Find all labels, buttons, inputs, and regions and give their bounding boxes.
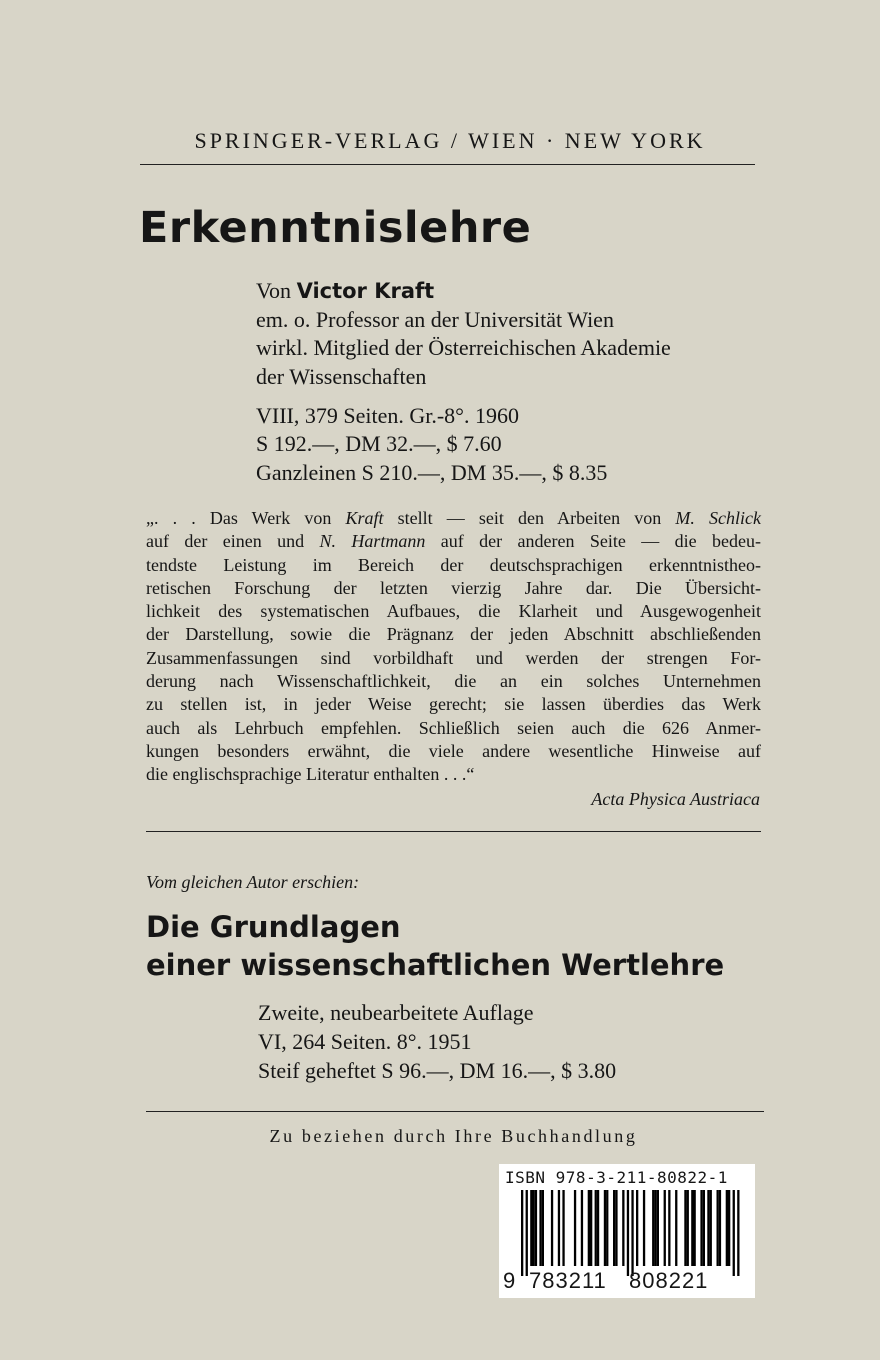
barcode-bar	[533, 1190, 535, 1266]
barcode-bar	[643, 1190, 645, 1266]
barcode-bar	[687, 1190, 689, 1266]
author-prefix: Von	[256, 278, 292, 303]
barcode-bar	[551, 1190, 553, 1266]
barcode-bar	[539, 1190, 541, 1266]
barcode-bar	[627, 1190, 629, 1276]
review-text: retischen Forschung der letzten vierzig Jahre dar. Die Übersicht-	[146, 577, 761, 598]
barcode-bar	[652, 1190, 654, 1266]
barcode-bar	[684, 1190, 686, 1266]
review-text: auf der einen und	[146, 531, 320, 552]
isbn-label: ISBN 978-3-211-80822-1	[505, 1168, 728, 1187]
middle-rule	[146, 831, 761, 832]
barcode-bar	[542, 1190, 544, 1266]
review-text: lichkeit des systematischen Aufbaues, die Klarheit und Ausgewogenheit	[146, 601, 761, 622]
barcode-bar	[654, 1190, 656, 1266]
review-text: kungen besonders erwähnt, die viele andere wesentliche Hinweise auf	[146, 740, 761, 761]
review-text: auch als Lehrbuch empfehlen. Schließlich seien auch die 626 Anmer-	[146, 717, 761, 738]
book1-format: VIII, 379 Seiten. Gr.-8°. 1960	[256, 403, 519, 428]
review-line	[146, 530, 761, 553]
barcode-bar	[615, 1190, 617, 1266]
book-title-erkenntnislehre: Erkenntnislehre	[139, 203, 532, 253]
header-rule	[140, 164, 755, 165]
ean-right-digits: 808221	[629, 1268, 709, 1293]
barcode-bar	[703, 1190, 705, 1266]
barcode-bar	[558, 1190, 560, 1266]
review-text: Zusammenfassungen sind vorbildhaft und werden der strengen For-	[146, 647, 761, 668]
review-text: stellt — seit den Arbeiten von	[383, 508, 676, 528]
same-author-intro: Vom gleichen Autor erschien:	[146, 872, 360, 892]
barcode-bar	[622, 1190, 624, 1266]
barcode-bar	[595, 1190, 597, 1266]
barcode-bar	[737, 1190, 739, 1276]
publisher-header: SPRINGER-VERLAG / WIEN · NEW YORK	[194, 128, 706, 153]
review-text: „. . . Das Werk von	[146, 508, 346, 528]
author-line	[256, 276, 434, 306]
barcode-bar	[664, 1190, 666, 1266]
ean-left-digits: 783211	[529, 1268, 607, 1293]
barcode-bar	[710, 1190, 712, 1266]
barcode-bar	[717, 1190, 719, 1266]
barcode-bar	[733, 1190, 735, 1276]
barcode-bar	[597, 1190, 599, 1266]
review-emphasis: N. Hartmann	[319, 531, 426, 552]
book2-format: VI, 264 Seiten. 8°. 1951	[258, 1029, 472, 1054]
barcode-bar	[604, 1190, 606, 1266]
barcode-bar	[700, 1190, 702, 1266]
barcode-bar	[530, 1190, 532, 1266]
review-emphasis: M. Schlick	[675, 508, 761, 528]
review-source: Acta Physica Austriaca	[591, 789, 760, 809]
affiliation-line-2: wirkl. Mitglied der Österreichischen Akademie	[256, 335, 671, 360]
review-line	[146, 623, 761, 646]
review-line	[146, 554, 761, 577]
review-line	[146, 577, 761, 600]
barcode-bar	[657, 1190, 659, 1266]
book-title-grundlagen	[146, 908, 724, 984]
isbn-barcode	[499, 1164, 755, 1298]
barcode-bar	[606, 1190, 608, 1266]
book2-title-line-2: einer wissenschaftlichen Wertlehre	[146, 948, 725, 982]
author-name: Victor Kraft	[296, 279, 435, 303]
barcode-bar	[631, 1190, 633, 1276]
order-note: Zu beziehen durch Ihre Buchhandlung	[269, 1126, 638, 1146]
barcode-bar	[668, 1190, 670, 1266]
review-text: tendste Leistung im Bereich der deutschsprachigen erkenntnistheo-	[146, 554, 761, 575]
review-line	[146, 763, 761, 786]
review-line	[146, 507, 761, 530]
barcode-bar	[675, 1190, 677, 1266]
review-line	[146, 717, 761, 740]
review-emphasis: Kraft	[345, 508, 384, 528]
review-text: zu stellen ist, in jeder Weise gerecht; sie lassen überdies das Werk	[146, 694, 761, 715]
barcode-bar	[562, 1190, 564, 1266]
barcode-bar	[694, 1190, 696, 1266]
review-line	[146, 740, 761, 763]
barcode-bar	[590, 1190, 592, 1266]
review-text: derung nach Wissenschaftlichkeit, die an ein solches Unternehmen	[146, 671, 761, 692]
book2-edition: Zweite, neubearbeitete Auflage	[258, 1000, 534, 1025]
barcode-bar	[726, 1190, 728, 1266]
book1-price: S 192.—, DM 32.—, $ 7.60	[256, 431, 502, 456]
barcode-bar	[581, 1190, 583, 1266]
book2-price: Steif geheftet S 96.—, DM 16.—, $ 3.80	[258, 1058, 617, 1083]
barcode-bar	[521, 1190, 523, 1276]
review-line	[146, 670, 761, 693]
barcode-bar	[728, 1190, 730, 1266]
ean-first-digit: 9	[503, 1268, 517, 1293]
review-text: der Darstellung, sowie die Prägnanz der jeden Abschnitt abschließenden	[146, 624, 761, 645]
barcode-bar	[707, 1190, 709, 1266]
review-text: die englischsprachige Literatur enthalten . . .“	[146, 764, 475, 785]
footer-rule	[146, 1111, 764, 1112]
affiliation-line-3: der Wissenschaften	[256, 364, 427, 389]
book1-price-cloth: Ganzleinen S 210.—, DM 35.—, $ 8.35	[256, 460, 608, 485]
barcode-bar	[691, 1190, 693, 1266]
review-text: auf der anderen Seite — die bedeu-	[425, 531, 761, 552]
barcode-bar	[535, 1190, 537, 1266]
review-line	[146, 693, 761, 716]
barcode-bar	[588, 1190, 590, 1266]
barcode-bar	[574, 1190, 576, 1266]
review-line	[146, 647, 761, 670]
barcode-bar	[636, 1190, 638, 1266]
barcode-bar	[526, 1190, 528, 1276]
barcode-bar	[719, 1190, 721, 1266]
review-quote	[146, 507, 761, 787]
affiliation-line-1: em. o. Professor an der Universität Wien	[256, 307, 614, 332]
book2-title-line-1: Die Grundlagen	[146, 910, 401, 944]
review-line	[146, 600, 761, 623]
barcode-bar	[613, 1190, 615, 1266]
